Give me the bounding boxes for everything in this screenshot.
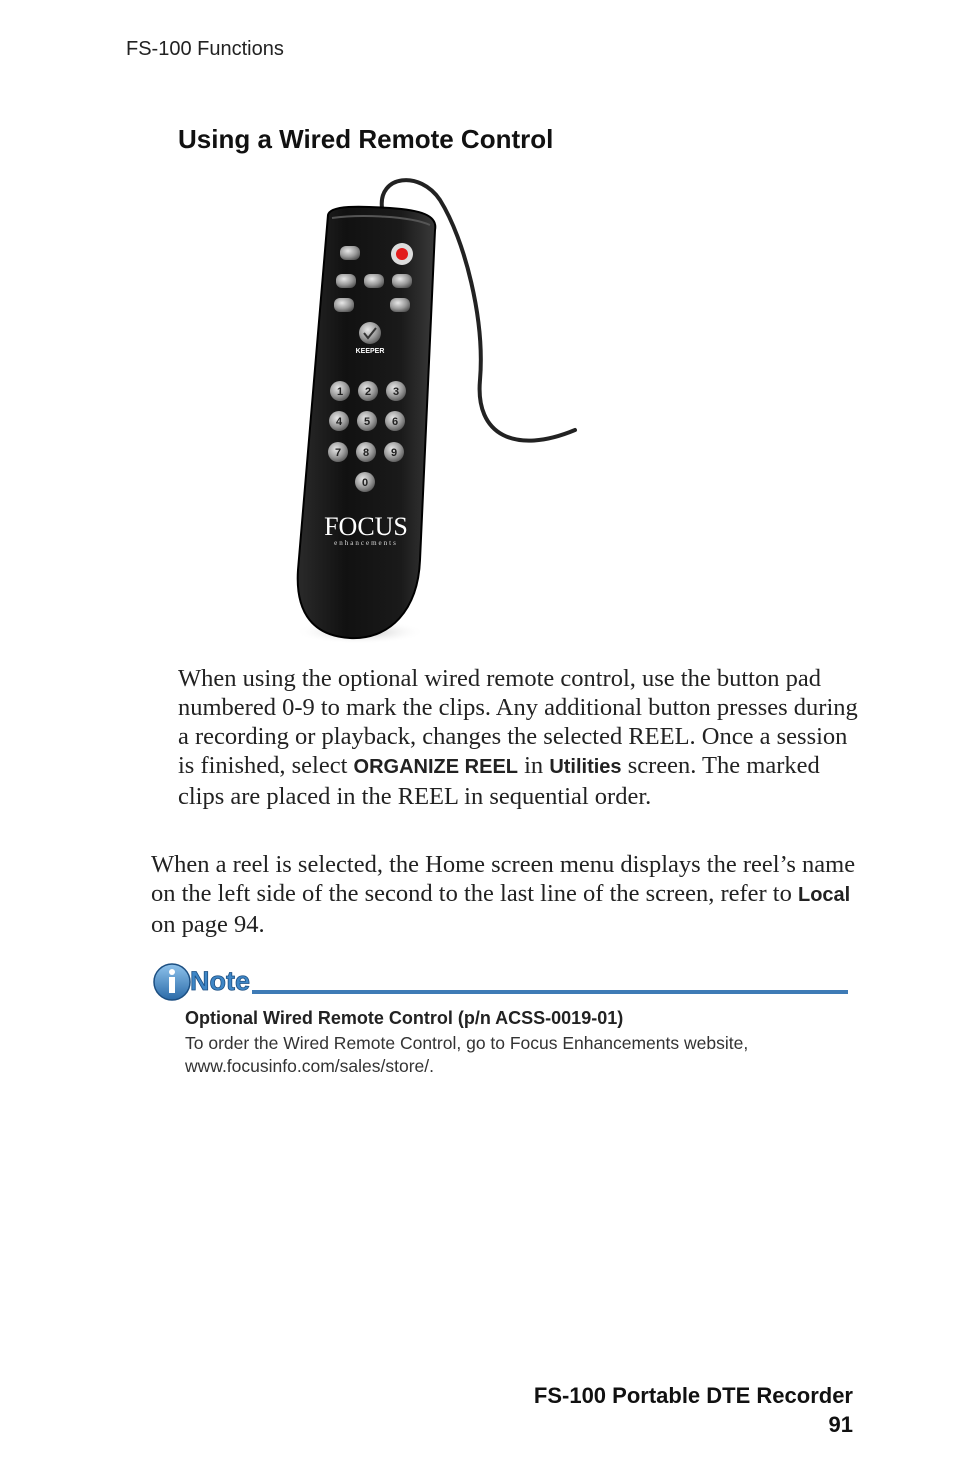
ui-term-utilities: Utilities [549, 756, 622, 778]
keeper-label: KEEPER [355, 348, 385, 355]
play-button [364, 274, 384, 288]
cross-reference-link[interactable]: Local [797, 884, 851, 906]
note-body [185, 1032, 845, 1078]
note-title: Optional Wired Remote Control (p/n ACSS-0019-01) [185, 1008, 624, 1028]
rewind-button [336, 274, 356, 288]
page-number: 91 [828, 1412, 853, 1437]
note-banner [152, 960, 852, 1004]
note-heading: Note [190, 966, 250, 996]
digit-key: 6 [391, 416, 399, 428]
brand-logo: FOCUS [324, 512, 408, 541]
digit-key: 1 [336, 386, 344, 398]
digit-key: 7 [334, 447, 342, 459]
digit-key: 4 [335, 416, 343, 428]
page-footer [534, 1381, 853, 1439]
stop-button [340, 246, 360, 260]
note-rule [252, 990, 848, 994]
running-head: FS-100 Functions [126, 38, 284, 60]
section-title: Using a Wired Remote Control [178, 124, 554, 154]
remote-control-image [270, 170, 610, 650]
paragraph-keypad-usage: When using the optional wired remote control, use the button pad numbered 0-9 to mark the clips. Any additional button presses during a recording or playback, changes the selected REEL. Once a session is finished, select ORGANIZE REEL in Utilities screen. The marked clips are placed in the REEL in sequential order. [178, 665, 858, 810]
footer-product-name: FS-100 Portable DTE Recorder [533, 1383, 853, 1408]
digit-key: 2 [364, 386, 372, 398]
digit-key: 3 [392, 386, 400, 398]
keeper-button [359, 322, 381, 344]
digit-key: 8 [362, 447, 370, 459]
note-url: www.focusinfo.com/sales/store/. [185, 1056, 434, 1076]
fast-forward-button [392, 274, 412, 288]
digit-key: 0 [361, 477, 369, 489]
digit-key: 9 [390, 447, 398, 459]
paragraph-reel-selection: When a reel is selected, the Home screen menu displays the reel’s name on the left side of the second to the last line of the screen, refer to Local on page 94. [151, 851, 856, 938]
note-text: To order the Wired Remote Control, go to Focus Enhancements website, [185, 1033, 749, 1053]
record-button-dot [396, 248, 408, 260]
skip-forward-button [390, 298, 410, 312]
ui-term-organize-reel: ORGANIZE REEL [353, 756, 518, 778]
digit-key: 5 [363, 416, 371, 428]
skip-back-button [334, 298, 354, 312]
brand-subtitle: enhancements [334, 539, 398, 547]
